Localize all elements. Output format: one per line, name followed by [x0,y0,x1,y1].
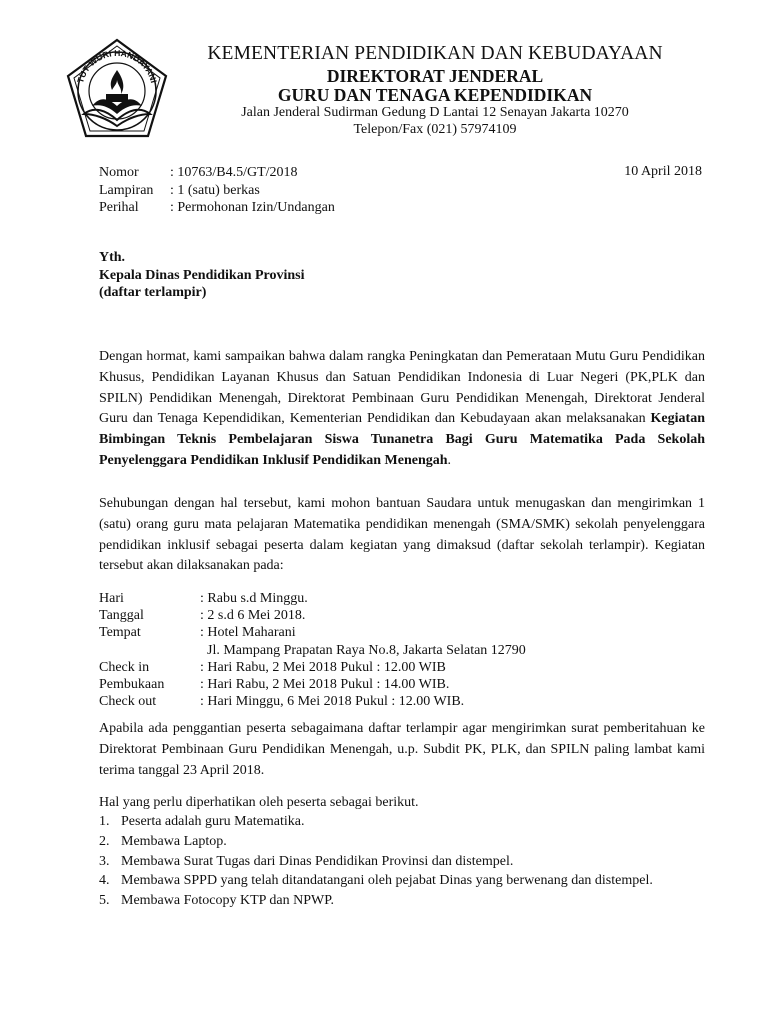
intro-end: . [447,452,452,468]
list-item [99,812,705,832]
schedule-pembukaan-label: Pembukaan [99,677,165,693]
list-item [99,852,705,872]
intro-text: Dengan hormat, kami sampaikan bahwa dalam rangka Peningkatan dan Pemerataan Mutu Guru Pendidikan Khusus, Pendidikan Layanan Khusus dan Satuan Pendidikan Indonesia di Luar Negeri (PK,PLK dan SPILN) Pendidikan Menengah, Direktorat Pembinaan Guru Pendidikan Menengah, Direktorat Jenderal Guru dan Tenaga Kependidikan, Kementerian Pendidikan dan Kebudayaan akan melaksanakan [99,349,705,427]
activity-title: Kegiatan Bimbingan Teknis Pembelajaran Siswa Tunanetra Bagi Guru Matematika Pada Sekolah Penyelenggara Pendidikan Inklusif Pendidikan Menengah [99,411,705,468]
list-item-text: Membawa Laptop. [121,833,227,849]
paragraph-intro [99,347,705,472]
list-item-number: 1. [99,814,110,829]
ministry-logo [62,36,172,146]
recipient-title: Kepala Dinas Pendidikan Provinsi [99,267,305,283]
schedule-hari [99,590,526,607]
schedule-hari-value: : Rabu s.d Minggu. [200,591,308,606]
letterhead-address: Jalan Jenderal Sudirman Gedung D Lantai 12 Senayan Jakarta 10270 [241,105,629,120]
schedule-tanggal-value: : 2 s.d 6 Mei 2018. [200,608,306,624]
recipient-salutation: Yth. [99,250,126,265]
schedule-checkout [99,693,526,710]
list-item-number: 3. [99,853,110,869]
list-item [99,832,705,852]
letterhead-division: GURU DAN TENAGA KEPENDIDIKAN [277,85,593,105]
letterhead-directorate: DIREKTORAT JENDERAL [326,66,544,86]
recipient-note: (daftar terlampir) [99,285,207,301]
letter-date: 10 April 2018 [624,164,702,179]
list-item-text: Peserta adalah guru Matematika. [121,814,305,829]
meta-perihal-label: Perihal [99,200,139,216]
schedule-checkout-value: : Hari Minggu, 6 Mei 2018 Pukul : 12.00 WIB. [200,694,465,710]
schedule-tempat [99,624,526,641]
schedule-hari-label: Hari [99,591,124,606]
letter-meta [99,164,335,217]
paragraph-replacement: Apabila ada penggantian peserta sebagaimana daftar terlampir agar mengirimkan surat pemberitahuan ke Direktorat Pembinaan Guru Pendidikan Menengah, u.p. Subdit PK, PLK, dan SPILN paling lambat kami terima tanggal 23 April 2018. [99,721,705,778]
meta-perihal [99,199,335,217]
letterhead-phone: Telepon/Fax (021) 57974109 [353,122,517,137]
meta-lampiran [99,182,335,200]
schedule-tempat-label: Tempat [99,625,141,641]
meta-nomor-label: Nomor [99,165,139,180]
schedule-pembukaan-value: : Hari Rabu, 2 Mei 2018 Pukul : 14.00 WIB. [200,677,450,693]
meta-perihal-value: : Permohonan Izin/Undangan [170,200,335,216]
list-item-text: Membawa SPPD yang telah ditandatangani oleh pejabat Dinas yang berwenang dan distempel. [121,873,653,889]
meta-nomor-value: : 10763/B4.5/GT/2018 [170,165,298,180]
letterhead-ministry: KEMENTERIAN PENDIDIKAN DAN KEBUDAYAAN [207,43,663,64]
schedule-pembukaan [99,676,526,693]
list-item [99,871,705,891]
recipient-block [99,249,305,302]
meta-lampiran-value: : 1 (satu) berkas [170,182,260,198]
list-item-number: 5. [99,893,110,909]
paragraph-requirements-intro: Hal yang perlu diperhatikan oleh peserta sebagai berikut. [99,795,419,810]
paragraph-request: Sehubungan dengan hal tersebut, kami mohon bantuan Saudara untuk menugaskan dan mengirimkan 1 (satu) orang guru mata pelajaran Matematika pendidikan menengah (SMA/SMK) sekolah penyelenggara pendidikan inklusif sebagai peserta dalam kegiatan yang dimaksud (daftar sekolah terlampir). Kegiatan tersebut akan dilaksanakan pada: [99,496,705,574]
schedule-checkout-label: Check out [99,694,157,710]
list-item-number: 4. [99,873,110,889]
schedule-tanggal-label: Tanggal [99,608,144,624]
schedule-address [99,642,526,659]
list-item-text: Membawa Fotocopy KTP dan NPWP. [121,893,334,909]
schedule-address-value: Jl. Mampang Prapatan Raya No.8, Jakarta Selatan 12790 [207,642,526,658]
list-item [99,891,705,911]
list-item-number: 2. [99,833,110,849]
schedule-checkin-value: : Hari Rabu, 2 Mei 2018 Pukul : 12.00 WIB [200,659,446,675]
requirements-list [99,812,705,911]
meta-lampiran-label: Lampiran [99,182,154,198]
schedule-tempat-value: : Hotel Maharani [200,625,296,641]
meta-nomor [99,164,335,182]
schedule-tanggal [99,607,526,624]
schedule-checkin [99,659,526,676]
schedule-block [99,590,526,710]
logo-motto: TUT WURI HANDAYANI [75,47,159,85]
schedule-checkin-label: Check in [99,659,150,675]
list-item-text: Membawa Surat Tugas dari Dinas Pendidikan Provinsi dan distempel. [121,853,514,869]
